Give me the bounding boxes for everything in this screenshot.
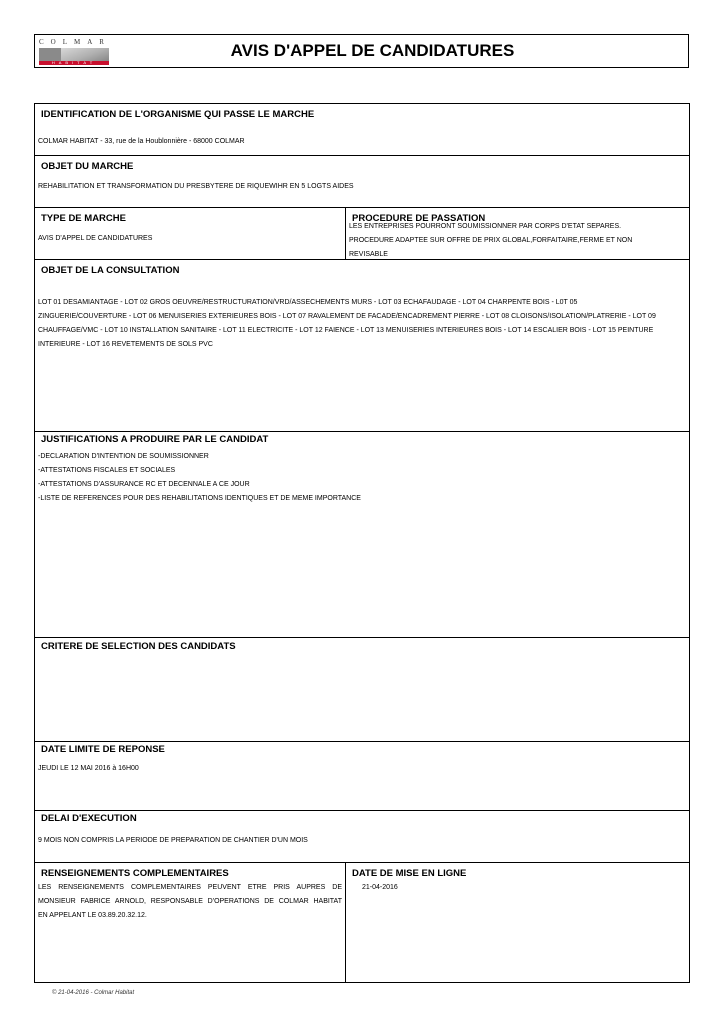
section-delai	[35, 811, 689, 863]
section-objet-marche	[35, 156, 689, 208]
date-limite-text: JEUDI LE 12 MAI 2016 à 16H00	[38, 765, 139, 772]
objet-marche-text: REHABILITATION ET TRANSFORMATION DU PRESBYTERE DE RIQUEWIHR EN 5 LOGTS AIDES	[38, 183, 354, 190]
justification-item: -ATTESTATIONS FISCALES ET SOCIALES	[38, 467, 176, 474]
consultation-line: INTERIEURE - LOT 16 REVETEMENTS DE SOLS PVC	[38, 341, 213, 348]
type-marche-text: AVIS D'APPEL DE CANDIDATURES	[38, 235, 153, 242]
notice-form	[34, 103, 690, 983]
section-date-limite	[35, 742, 689, 811]
section-type-procedure	[35, 208, 689, 260]
identification-text: COLMAR HABITAT - 33, rue de la Houblonnière - 68000 COLMAR	[38, 138, 245, 145]
footer-copyright: © 21-04-2016 - Colmar Habitat	[52, 990, 135, 996]
section-criteres	[35, 638, 689, 742]
consultation-heading: OBJET DE LA CONSULTATION	[41, 265, 180, 276]
logo-top-text: COLMAR	[39, 38, 111, 46]
delai-heading: DELAI D'EXECUTION	[41, 813, 137, 824]
column-divider	[345, 863, 346, 982]
justifications-heading: JUSTIFICATIONS A PRODUIRE PAR LE CANDIDAT	[41, 434, 269, 445]
justification-item: -LISTE DE REFERENCES POUR DES REHABILITATIONS IDENTIQUES ET DE MEME IMPORTANCE	[38, 495, 361, 502]
consultation-text	[38, 296, 656, 352]
document-title: AVIS D'APPEL DE CANDIDATURES	[230, 41, 515, 60]
consultation-line: CHAUFFAGE/VMC - LOT 10 INSTALLATION SANITAIRE - LOT 11 ELECTRICITE - LOT 12 FAIENCE - LOT 13 MENUISERIES INTERIEURES BOIS - LOT 14 ESCALIER BOIS - LOT 15 PEINTURE	[38, 327, 654, 334]
consultation-line: ZINGUERIE/COUVERTURE - LOT 06 MENUISERIES EXTERIEURES BOIS - LOT 07 RAVALEMENT DE FACADE/ENCADREMENT PIERRE - LOT 08 CLOISONS/ISOLATION/PLATRERIE - LOT 09	[38, 313, 656, 320]
section-identification	[35, 104, 689, 156]
procedure-line: PROCEDURE ADAPTEE SUR OFFRE DE PRIX GLOBAL,FORFAITAIRE,FERME ET NON	[349, 237, 633, 244]
identification-heading: IDENTIFICATION DE L'ORGANISME QUI PASSE LE MARCHE	[41, 109, 315, 120]
section-justifications	[35, 432, 689, 638]
document-header	[34, 34, 689, 68]
renseignements-text	[38, 881, 342, 923]
mise-en-ligne-date: 21-04-2016	[362, 884, 398, 891]
renseignements-heading: RENSEIGNEMENTS COMPLEMENTAIRES	[41, 868, 229, 879]
column-divider	[345, 208, 346, 259]
delai-text: 9 MOIS NON COMPRIS LA PERIODE DE PREPARATION DE CHANTIER D'UN MOIS	[38, 837, 308, 844]
logo-bottom-text: HABITAT	[51, 60, 97, 65]
procedure-text	[349, 220, 632, 262]
renseignements-line: EN APPELANT LE 03.89.20.32.12.	[38, 912, 147, 919]
objet-marche-heading: OBJET DU MARCHE	[41, 161, 134, 172]
procedure-line: LES ENTREPRISES POURRONT SOUMISSIONNER PAR CORPS D'ETAT SEPARES.	[349, 223, 622, 230]
criteres-heading: CRITERE DE SELECTION DES CANDIDATS	[41, 641, 236, 652]
consultation-line: LOT 01 DESAMIANTAGE - LOT 02 GROS OEUVRE/RESTRUCTURATION/VRD/ASSECHEMENTS MURS - LOT 03 ECHAFAUDAGE - LOT 04 CHARPENTE BOIS - L0T 05	[38, 299, 578, 306]
justification-item: -DECLARATION D'INTENTION DE SOUMISSIONNER	[38, 453, 209, 460]
section-consultation	[35, 260, 689, 432]
date-limite-heading: DATE LIMITE DE REPONSE	[41, 744, 165, 755]
section-renseignements	[35, 863, 689, 982]
mise-en-ligne-heading: DATE DE MISE EN LIGNE	[352, 868, 467, 879]
renseignements-line: LES RENSEIGNEMENTS COMPLEMENTAIRES PEUVENT ETRE PRIS AUPRES DE	[38, 884, 342, 891]
justification-item: -ATTESTATIONS D'ASSURANCE RC ET DECENNALE A CE JOUR	[38, 481, 250, 488]
justifications-list	[38, 450, 361, 506]
procedure-line: REVISABLE	[349, 251, 388, 258]
type-marche-heading: TYPE DE MARCHE	[41, 213, 126, 224]
renseignements-line: MONSIEUR FABRICE ARNOLD, RESPONSABLE D'OPERATIONS DE COLMAR HABITAT	[38, 898, 342, 905]
procedure-heading: PROCEDURE DE PASSATION	[352, 213, 486, 224]
